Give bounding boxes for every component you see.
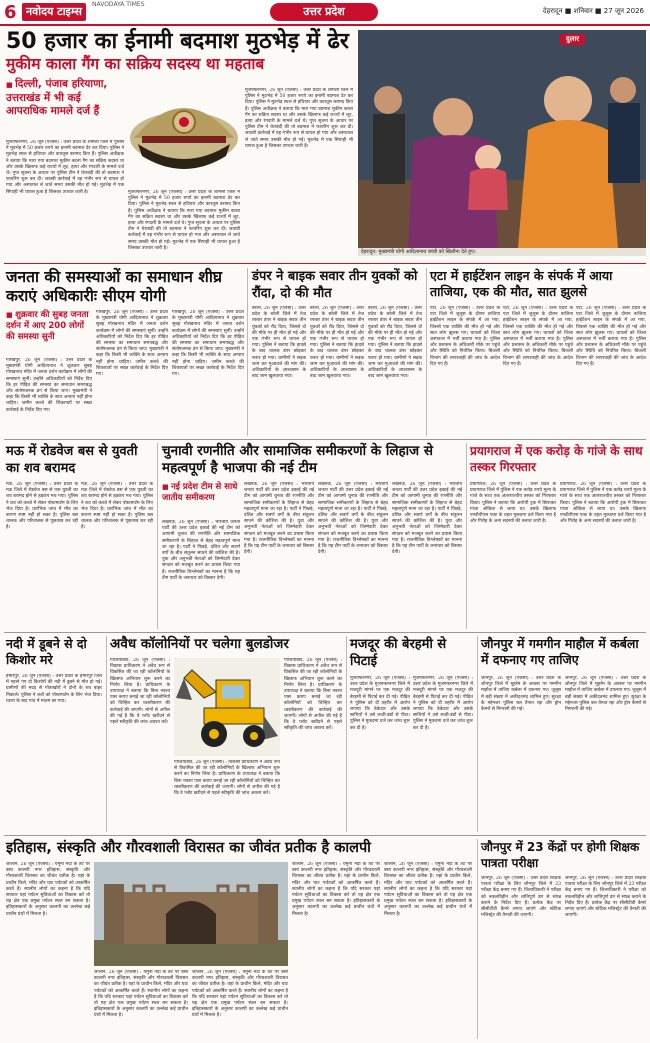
tazia-body-col2: एटा, 26 जून (एजेंसी) : उत्तर प्रदेश के एटा जिले में जुलूस के दौरान ताजिया हाईटेंशन लाइन के संपर्क में आ गया, जिससे एक व्यक्ति की मौत हो गई और सात लोग झुलस गए। घायलों को जिला अस्पताल में भर्ती कराया गया है। पुलिस और प्रशासन के अधिकारी मौके पर पहुंचे और स्थिति को नियंत्रित किया। बिजली विभाग की लापरवाही की जांच के आदेश दिए गए हैं। [503, 306, 573, 367]
kalpi-body-col2: जालौन, 26 जून (एजेंसी) : यमुना नदी के तट पर बसा कालपी नगर इतिहास, संस्कृति और गौरवशाली विरासत का जीवंत प्रतीक है। यहां के प्राचीन किले, मंदिर और घाट पर्यटकों को आकर्षित करते हैं। स्थानीय लोगों का कहना है कि यदि सरकार यहां पर्यटन सुविधाओं का विकास करे तो यह क्षेत्र एक प्रमुख पर्यटन स्थल बन सकता है। इतिहासकारों के अनुसार कालपी का उल्लेख कई प्राचीन ग्रंथों में मिलता है। [94, 970, 188, 1019]
river-headline: नदी में डूबने से दो किशोर मरे [6, 636, 87, 667]
fort-icon [94, 862, 288, 966]
kalpi-headline: इतिहास, संस्कृति और गौरवशाली विरासत का जीवंत प्रतीक है कालपी [6, 840, 371, 856]
divider [247, 268, 248, 436]
divider [157, 443, 158, 629]
bjp-headline: चुनावी रणनीति और सामाजिक समीकरणों के लिहाज से महत्वपूर्ण है भाजपा की नई टीम [162, 443, 433, 476]
ganja-body-col1: प्रयागराज, 26 जून (एजेंसी) : उत्तर प्रदेश के प्रयागराज जिले में पुलिस ने एक करोड़ रुपये मूल्य के गांजे के साथ एक अंतरराज्यीय तस्कर को गिरफ्तार किया। पुलिस ने बताया कि आरोपी ट्रक में छिपाकर गांजा ओडिशा से लाया था। उसके खिलाफ एनडीपीएस एक्ट के तहत मुकदमा दर्ज किया गया है और गिरोह के अन्य सदस्यों की तलाश जारी है। [470, 482, 556, 525]
tazia-body-col1: एटा, 26 जून (एजेंसी) : उत्तर प्रदेश के एटा जिले में जुलूस के दौरान ताजिया हाईटेंशन लाइन के संपर्क में आ गया, जिससे एक व्यक्ति की मौत हो गई और सात लोग झुलस गए। घायलों को जिला अस्पताल में भर्ती कराया गया है। पुलिस और प्रशासन के अधिकारी मौके पर पहुंचे और स्थिति को नियंत्रित किया। बिजली विभाग की लापरवाही की जांच के आदेश दिए गए हैं। [430, 306, 500, 367]
jaunpur-body-col2: जौनपुर, 26 जून (एजेंसी) : उत्तर प्रदेश के जौनपुर जिले में मुहर्रम के अवसर पर गमगीन माहौल में ताजिए कर्बला में दफनाए गए। जुलूस में बड़ी संख्या में अकीदतमंद शामिल हुए। सुरक्षा के मद्देनजर पुलिस बल तैनात रहा और ड्रोन कैमरों से निगरानी की गई। [565, 676, 646, 713]
tazia-body-col3: एटा, 26 जून (एजेंसी) : उत्तर प्रदेश के एटा जिले में जुलूस के दौरान ताजिया हाईटेंशन लाइन के संपर्क में आ गया, जिससे एक व्यक्ति की मौत हो गई और सात लोग झुलस गए। घायलों को जिला अस्पताल में भर्ती कराया गया है। पुलिस और प्रशासन के अधिकारी मौके पर पहुंचे और स्थिति को नियंत्रित किया। बिजली विभाग की लापरवाही की जांच के आदेश दिए गए हैं। [576, 306, 646, 367]
encounter-body-col2: मुजफ्फरनगर, 26 जून (एजेंसी) : उत्तर प्रदेश के शामली जिले में पुलिस ने मुठभेड़ में 50 हजार रुपये का इनामी बदमाश ढेर कर दिया। पुलिस ने मुठभेड़ स्थल से हथियार और कारतूस बरामद किए हैं। पुलिस अधीक्षक ने बताया कि मारा गया बदमाश मुकीम काला गैंग का सक्रिय सदस्य था और उसके खिलाफ कई राज्यों में लूट, हत्या और रंगदारी के मामले दर्ज थे। गुप्त सूचना के आधार पर पुलिस टीम ने घेराबंदी की तो बदमाश ने फायरिंग शुरू कर दी। जवाबी कार्रवाई में वह गंभीर रूप से घायल हो गया और अस्पताल ले जाते समय उसकी मौत हो गई। मुठभेड़ में एक सिपाही भी घायल हुआ है जिसका उपचार जारी है। [128, 190, 240, 251]
dumper-headline: डंपर ने बाइक सवार तीन युवकों को रौंदा, दो की मौत [252, 269, 418, 301]
exam-headline: जौनपुर में 23 केंद्रों पर होगी शिक्षक पात्रता परीक्षा [481, 840, 640, 870]
police-cap-image [128, 78, 240, 186]
cm-photo [358, 30, 646, 248]
dumper-body-col1: बरेली, 26 जून (एजेंसी) : उत्तर प्रदेश के बरेली जिले में तेज रफ्तार डंपर ने बाइक सवार तीन युवकों को रौंद दिया, जिससे दो की मौके पर ही मौत हो गई और एक गंभीर रूप से घायल हो गया। पुलिस ने बताया कि हादसे के बाद चालक डंपर छोड़कर फरार हो गया। ग्रामीणों ने सड़क जाम कर मुआवजे की मांग की। अधिकारियों के आश्वासन के बाद जाम खुलवाया गया। [252, 306, 306, 380]
bjp-body-col1: लखनऊ, 26 जून (एजेंसी) : भारतीय जनता पार्टी की उत्तर प्रदेश इकाई की नई टीम को आगामी चुनाव की रणनीति और सामाजिक समीकरणों के लिहाज से बेहद महत्वपूर्ण माना जा रहा है। पार्टी ने पिछड़े, दलित और सवर्ण वर्गों के बीच संतुलन साधने की कोशिश की है। युवा और अनुभवी नेताओं को जिम्मेदारी देकर संगठन को मजबूत करने का प्रयास किया गया है। राजनीतिक विश्लेषकों का मानना है कि यह टीम पार्टी के जनाधार को विस्तार देगी। [162, 520, 240, 581]
river-body: हमीरपुर, 26 जून (एजेंसी) : उत्तर प्रदेश के हमीरपुर जिले में नहाने गए दो किशोरों की नदी में डूबने से मौत हो गई। ग्रामीणों की मदद से गोताखोरों ने दोनों के शव बाहर निकाले। पुलिस ने शवों को पोस्टमार्टम के लिए भेज दिया। घटना के बाद गांव में मातम छा गया। [6, 674, 102, 704]
dateline: देहरादून ■ शनिवार ■ 27 जून 2026 [542, 7, 644, 15]
jaunpur-body-col1: जौनपुर, 26 जून (एजेंसी) : उत्तर प्रदेश के जौनपुर जिले में मुहर्रम के अवसर पर गमगीन माहौल में ताजिए कर्बला में दफनाए गए। जुलूस में बड़ी संख्या में अकीदतमंद शामिल हुए। सुरक्षा के मद्देनजर पुलिस बल तैनात रहा और ड्रोन कैमरों से निगरानी की गई। [481, 676, 561, 713]
bulldozer-body-col1: गाजियाबाद, 26 जून (एजेंसी) : विकास प्राधिकरण ने अवैध रूप से विकसित की जा रही कॉलोनियों के खिलाफ अभियान शुरू करने का निर्णय लिया है। प्राधिकरण के उपाध्यक्ष ने बताया कि बिना नक्शा पास कराए बनाई जा रही कॉलोनियों को चिन्हित कर ध्वस्तीकरण की कार्रवाई की जाएगी। लोगों से अपील की गई है कि वे प्लॉट खरीदने से पहले स्वीकृति की जांच अवश्य करें। [110, 658, 170, 726]
divider [466, 443, 467, 629]
kalpi-body-col1: जालौन, 26 जून (एजेंसी) : यमुना नदी के तट पर बसा कालपी नगर इतिहास, संस्कृति और गौरवशाली विरासत का जीवंत प्रतीक है। यहां के प्राचीन किले, मंदिर और घाट पर्यटकों को आकर्षित करते हैं। स्थानीय लोगों का कहना है कि यदि सरकार यहां पर्यटन सुविधाओं का विकास करे तो यह क्षेत्र एक प्रमुख पर्यटन स्थल बन सकता है। इतिहासकारों के अनुसार कालपी का उल्लेख कई प्राचीन ग्रंथों में मिलता है। [6, 862, 90, 917]
divider [426, 268, 427, 436]
police-cap-icon [128, 78, 240, 186]
newspaper-logo: नवोदय टाइम्स [22, 3, 86, 21]
photo-caption: देहरादून: मुख्यमंत्री योगी आदित्यनाथ बच्ची को खिलौना देते हुए। [358, 248, 646, 256]
exam-body-col2: जौनपुर, 26 जून (एजेंसी) : उत्तर प्रदेश शिक्षक पात्रता परीक्षा के लिए जौनपुर जिले में 23 परीक्षा केंद्र बनाए गए हैं। जिलाधिकारी ने परीक्षा को नकलविहीन और शांतिपूर्ण ढंग से संपन्न कराने के निर्देश दिए हैं। प्रत्येक केंद्र पर सीसीटीवी कैमरे लगाए जाएंगे और स्टेटिक मजिस्ट्रेट की तैनाती की जाएगी। [565, 876, 646, 919]
bjp-body-col3: लखनऊ, 26 जून (एजेंसी) : भारतीय जनता पार्टी की उत्तर प्रदेश इकाई की नई टीम को आगामी चुनाव की रणनीति और सामाजिक समीकरणों के लिहाज से बेहद महत्वपूर्ण माना जा रहा है। पार्टी ने पिछड़े, दलित और सवर्ण वर्गों के बीच संतुलन साधने की कोशिश की है। युवा और अनुभवी नेताओं को जिम्मेदारी देकर संगठन को मजबूत करने का प्रयास किया गया है। राजनीतिक विश्लेषकों का मानना है कि यह टीम पार्टी के जनाधार को विस्तार देगी। [318, 482, 388, 556]
labour-body-col1: मुजफ्फरनगर, 26 जून (एजेंसी) : उत्तर प्रदेश के मुजफ्फरनगर जिले में मजदूरी मांगने पर एक मजदूर की बेरहमी से पिटाई कर दी गई। पीड़ित ने पुलिस को दी तहरीर में आरोप लगाया कि ठेकेदार और उसके साथियों ने उसे लाठी-डंडों से पीटा। पुलिस ने मुकदमा दर्ज कर जांच शुरू कर दी है। [350, 676, 410, 731]
cm-headline: जनता की समस्याओं का समाधान शीघ्र कराएं अधिकारीः सीएम योगी [6, 268, 223, 305]
divider [477, 636, 478, 832]
cm-body-col2: गोरखपुर, 26 जून (एजेंसी) : उत्तर प्रदेश के मुख्यमंत्री योगी आदित्यनाथ ने शुक्रवार सुबह गोरखनाथ मंदिर में जनता दर्शन कार्यक्रम में लोगों की समस्याएं सुनीं। उन्होंने अधिकारियों को निर्देश दिए कि हर पीड़ित की समस्या का समाधान समयबद्ध और संतोषजनक ढंग से किया जाए। मुख्यमंत्री ने कहा कि किसी भी व्यक्ति के साथ अन्याय नहीं होना चाहिए। जमीन कब्जे की शिकायतों पर सख्त कार्रवाई के निर्देश दिए गए। [96, 310, 168, 378]
photo-tag: दुलार [560, 34, 585, 45]
kalpi-body-col4: जालौन, 26 जून (एजेंसी) : यमुना नदी के तट पर बसा कालपी नगर इतिहास, संस्कृति और गौरवशाली विरासत का जीवंत प्रतीक है। यहां के प्राचीन किले, मंदिर और घाट पर्यटकों को आकर्षित करते हैं। स्थानीय लोगों का कहना है कि यदि सरकार यहां पर्यटन सुविधाओं का विकास करे तो यह क्षेत्र एक प्रमुख पर्यटन स्थल बन सकता है। इतिहासकारों के अनुसार कालपी का उल्लेख कई प्राचीन ग्रंथों में मिलता है। [292, 862, 380, 917]
divider [4, 632, 646, 633]
jaunpur-headline: जौनपुर में गमगीन माहौल में कर्बला में दफनाए गए ताजिए [481, 636, 639, 667]
ganja-headline: प्रयागराज में एक करोड़ के गांजे के साथ तस्कर गिरफ्तार [470, 444, 643, 474]
labour-body-col2: मुजफ्फरनगर, 26 जून (एजेंसी) : उत्तर प्रदेश के मुजफ्फरनगर जिले में मजदूरी मांगने पर एक मजदूर की बेरहमी से पिटाई कर दी गई। पीड़ित ने पुलिस को दी तहरीर में आरोप लगाया कि ठेकेदार और उसके साथियों ने उसे लाठी-डंडों से पीटा। पुलिस ने मुकदमा दर्ज कर जांच शुरू कर दी है। [413, 676, 473, 731]
kalpi-body-col3: जालौन, 26 जून (एजेंसी) : यमुना नदी के तट पर बसा कालपी नगर इतिहास, संस्कृति और गौरवशाली विरासत का जीवंत प्रतीक है। यहां के प्राचीन किले, मंदिर और घाट पर्यटकों को आकर्षित करते हैं। स्थानीय लोगों का कहना है कि यदि सरकार यहां पर्यटन सुविधाओं का विकास करे तो यह क्षेत्र एक प्रमुख पर्यटन स्थल बन सकता है। इतिहासकारों के अनुसार कालपी का उल्लेख कई प्राचीन ग्रंथों में मिलता है। [192, 970, 288, 1019]
bjp-bullet: ■ नई प्रदेश टीम से साधे जातीय समीकरण [162, 482, 240, 503]
encounter-headline: 50 हजार का ईनामी बदमाश मुठभेड़ में ढेर [6, 29, 349, 54]
cm-body-col1: गोरखपुर, 26 जून (एजेंसी) : उत्तर प्रदेश के मुख्यमंत्री योगी आदित्यनाथ ने शुक्रवार सुबह गोरखनाथ मंदिर में जनता दर्शन कार्यक्रम में लोगों की समस्याएं सुनीं। उन्होंने अधिकारियों को निर्देश दिए कि हर पीड़ित की समस्या का समाधान समयबद्ध और संतोषजनक ढंग से किया जाए। मुख्यमंत्री ने कहा कि किसी भी व्यक्ति के साथ अन्याय नहीं होना चाहिए। जमीन कब्जे की शिकायतों पर सख्त कार्रवाई के निर्देश दिए गए। [6, 358, 92, 413]
labour-headline: मजदूर की बेरहमी से पिटाई [350, 637, 447, 669]
divider [106, 636, 107, 832]
dumper-body-col2: बरेली, 26 जून (एजेंसी) : उत्तर प्रदेश के बरेली जिले में तेज रफ्तार डंपर ने बाइक सवार तीन युवकों को रौंद दिया, जिससे दो की मौके पर ही मौत हो गई और एक गंभीर रूप से घायल हो गया। पुलिस ने बताया कि हादसे के बाद चालक डंपर छोड़कर फरार हो गया। ग्रामीणों ने सड़क जाम कर मुआवजे की मांग की। अधिकारियों के आश्वासन के बाद जाम खुलवाया गया। [310, 306, 364, 380]
divider [4, 263, 646, 264]
mau-body-col1: मऊ, 26 जून (एजेंसी) : उत्तर प्रदेश के मऊ जिले में रोडवेज बस से एक युवती का शव बरामद होने से हड़कंप मच गया। पुलिस ने शव को कब्जे में लेकर पोस्टमार्टम के लिए भेज दिया है। प्रारंभिक जांच में मौत का कारण स्पष्ट नहीं हो सका है। पुलिस बस चालक और परिचालक से पूछताछ कर रही है। [6, 482, 78, 531]
bjp-body-col4: लखनऊ, 26 जून (एजेंसी) : भारतीय जनता पार्टी की उत्तर प्रदेश इकाई की नई टीम को आगामी चुनाव की रणनीति और सामाजिक समीकरणों के लिहाज से बेहद महत्वपूर्ण माना जा रहा है। पार्टी ने पिछड़े, दलित और सवर्ण वर्गों के बीच संतुलन साधने की कोशिश की है। युवा और अनुभवी नेताओं को जिम्मेदारी देकर संगठन को मजबूत करने का प्रयास किया गया है। राजनीतिक विश्लेषकों का मानना है कि यह टीम पार्टी के जनाधार को विस्तार देगी। [392, 482, 462, 556]
encounter-subheadline: मुकीम काला गैंग का सक्रिय सदस्य था महताब [6, 55, 265, 73]
encounter-bullet: ■ दिल्ली, पंजाब हरियाणा, उत्तराखंड में भी कई आपराधिक मामले दर्ज हैं [6, 78, 124, 118]
dumper-body-col3: बरेली, 26 जून (एजेंसी) : उत्तर प्रदेश के बरेली जिले में तेज रफ्तार डंपर ने बाइक सवार तीन युवकों को रौंद दिया, जिससे दो की मौके पर ही मौत हो गई और एक गंभीर रूप से घायल हो गया। पुलिस ने बताया कि हादसे के बाद चालक डंपर छोड़कर फरार हो गया। ग्रामीणों ने सड़क जाम कर मुआवजे की मांग की। अधिकारियों के आश्वासन के बाद जाम खुलवाया गया। [368, 306, 422, 380]
divider [346, 636, 347, 832]
bjp-body-col2: लखनऊ, 26 जून (एजेंसी) : भारतीय जनता पार्टी की उत्तर प्रदेश इकाई की नई टीम को आगामी चुनाव की रणनीति और सामाजिक समीकरणों के लिहाज से बेहद महत्वपूर्ण माना जा रहा है। पार्टी ने पिछड़े, दलित और सवर्ण वर्गों के बीच संतुलन साधने की कोशिश की है। युवा और अनुभवी नेताओं को जिम्मेदारी देकर संगठन को मजबूत करने का प्रयास किया गया है। राजनीतिक विश्लेषकों का मानना है कि यह टीम पार्टी के जनाधार को विस्तार देगी। [244, 482, 314, 556]
page-number: 6 [4, 2, 17, 23]
section-title: उत्तर प्रदेश [270, 3, 378, 21]
cm-photo-illustration [358, 30, 646, 248]
bulldozer-body-col3: गाजियाबाद, 26 जून (एजेंसी) : विकास प्राधिकरण ने अवैध रूप से विकसित की जा रही कॉलोनियों के खिलाफ अभियान शुरू करने का निर्णय लिया है। प्राधिकरण के उपाध्यक्ष ने बताया कि बिना नक्शा पास कराए बनाई जा रही कॉलोनियों को चिन्हित कर ध्वस्तीकरण की कार्रवाई की जाएगी। लोगों से अपील की गई है कि वे प्लॉट खरीदने से पहले स्वीकृति की जांच अवश्य करें। [284, 658, 342, 732]
encounter-body-col1: मुजफ्फरनगर, 26 जून (एजेंसी) : उत्तर प्रदेश के शामली जिले में पुलिस ने मुठभेड़ में 50 हजार रुपये का इनामी बदमाश ढेर कर दिया। पुलिस ने मुठभेड़ स्थल से हथियार और कारतूस बरामद किए हैं। पुलिस अधीक्षक ने बताया कि मारा गया बदमाश मुकीम काला गैंग का सक्रिय सदस्य था और उसके खिलाफ कई राज्यों में लूट, हत्या और रंगदारी के मामले दर्ज थे। गुप्त सूचना के आधार पर पुलिस टीम ने घेराबंदी की तो बदमाश ने फायरिंग शुरू कर दी। जवाबी कार्रवाई में वह गंभीर रूप से घायल हो गया और अस्पताल ले जाते समय उसकी मौत हो गई। मुठभेड़ में एक सिपाही भी घायल हुआ है जिसका उपचार जारी है। [6, 140, 124, 195]
kalpi-fort-image [94, 862, 288, 966]
encounter-body-col3: मुजफ्फरनगर, 26 जून (एजेंसी) : उत्तर प्रदेश के शामली जिले में पुलिस ने मुठभेड़ में 50 हजार रुपये का इनामी बदमाश ढेर कर दिया। पुलिस ने मुठभेड़ स्थल से हथियार और कारतूस बरामद किए हैं। पुलिस अधीक्षक ने बताया कि मारा गया बदमाश मुकीम काला गैंग का सक्रिय सदस्य था और उसके खिलाफ कई राज्यों में लूट, हत्या और रंगदारी के मामले दर्ज थे। गुप्त सूचना के आधार पर पुलिस टीम ने घेराबंदी की तो बदमाश ने फायरिंग शुरू कर दी। जवाबी कार्रवाई में वह गंभीर रूप से घायल हो गया और अस्पताल ले जाते समय उसकी मौत हो गई। मुठभेड़ में एक सिपाही भी घायल हुआ है जिसका उपचार जारी है। [245, 88, 353, 149]
kalpi-body-col5: जालौन, 26 जून (एजेंसी) : यमुना नदी के तट पर बसा कालपी नगर इतिहास, संस्कृति और गौरवशाली विरासत का जीवंत प्रतीक है। यहां के प्राचीन किले, मंदिर और घाट पर्यटकों को आकर्षित करते हैं। स्थानीय लोगों का कहना है कि यदि सरकार यहां पर्यटन सुविधाओं का विकास करे तो यह क्षेत्र एक प्रमुख पर्यटन स्थल बन सकता है। इतिहासकारों के अनुसार कालपी का उल्लेख कई प्राचीन ग्रंथों में मिलता है। [384, 862, 472, 917]
tazia-headline: एटा में हाईटेंशन लाइन के संपर्क में आया ताजिया, एक की मौत, सात झुलसे [430, 268, 613, 299]
ganja-body-col2: प्रयागराज, 26 जून (एजेंसी) : उत्तर प्रदेश के प्रयागराज जिले में पुलिस ने एक करोड़ रुपये मूल्य के गांजे के साथ एक अंतरराज्यीय तस्कर को गिरफ्तार किया। पुलिस ने बताया कि आरोपी ट्रक में छिपाकर गांजा ओडिशा से लाया था। उसके खिलाफ एनडीपीएस एक्ट के तहत मुकदमा दर्ज किया गया है और गिरोह के अन्य सदस्यों की तलाश जारी है। [560, 482, 646, 525]
mau-headline: मऊ में रोडवेज बस से युवती का शव बरामद [6, 444, 138, 476]
mau-body-col2: मऊ, 26 जून (एजेंसी) : उत्तर प्रदेश के मऊ जिले में रोडवेज बस से एक युवती का शव बरामद होने से हड़कंप मच गया। पुलिस ने शव को कब्जे में लेकर पोस्टमार्टम के लिए भेज दिया है। प्रारंभिक जांच में मौत का कारण स्पष्ट नहीं हो सका है। पुलिस बस चालक और परिचालक से पूछताछ कर रही है। [81, 482, 153, 531]
masthead-english: NAVODAYA TIMES [92, 1, 145, 8]
divider [477, 839, 478, 1039]
bulldozer-headline: अवैध कॉलोनियों पर चलेगा बुलडोजर [110, 636, 289, 652]
bulldozer-body-col2: गाजियाबाद, 26 जून (एजेंसी) : विकास प्राधिकरण ने अवैध रूप से विकसित की जा रही कॉलोनियों के खिलाफ अभियान शुरू करने का निर्णय लिया है। प्राधिकरण के उपाध्यक्ष ने बताया कि बिना नक्शा पास कराए बनाई जा रही कॉलोनियों को चिन्हित कर ध्वस्तीकरण की कार्रवाई की जाएगी। लोगों से अपील की गई है कि वे प्लॉट खरीदने से पहले स्वीकृति की जांच अवश्य करें। [174, 760, 280, 797]
cm-body-col3: गोरखपुर, 26 जून (एजेंसी) : उत्तर प्रदेश के मुख्यमंत्री योगी आदित्यनाथ ने शुक्रवार सुबह गोरखनाथ मंदिर में जनता दर्शन कार्यक्रम में लोगों की समस्याएं सुनीं। उन्होंने अधिकारियों को निर्देश दिए कि हर पीड़ित की समस्या का समाधान समयबद्ध और संतोषजनक ढंग से किया जाए। मुख्यमंत्री ने कहा कि किसी भी व्यक्ति के साथ अन्याय नहीं होना चाहिए। जमीन कब्जे की शिकायतों पर सख्त कार्रवाई के निर्देश दिए गए। [172, 310, 244, 378]
bulldozer-icon [174, 658, 280, 756]
exam-body-col1: जौनपुर, 26 जून (एजेंसी) : उत्तर प्रदेश शिक्षक पात्रता परीक्षा के लिए जौनपुर जिले में 23 परीक्षा केंद्र बनाए गए हैं। जिलाधिकारी ने परीक्षा को नकलविहीन और शांतिपूर्ण ढंग से संपन्न कराने के निर्देश दिए हैं। प्रत्येक केंद्र पर सीसीटीवी कैमरे लगाए जाएंगे और स्टेटिक मजिस्ट्रेट की तैनाती की जाएगी। [481, 876, 561, 919]
bulldozer-image [174, 658, 280, 756]
divider [4, 439, 646, 440]
cm-bullet: ■ शुक्रवार की सुबह जनता दर्शन में आए 200 लोगों की समस्या सुनी [6, 310, 92, 343]
divider [4, 835, 646, 836]
